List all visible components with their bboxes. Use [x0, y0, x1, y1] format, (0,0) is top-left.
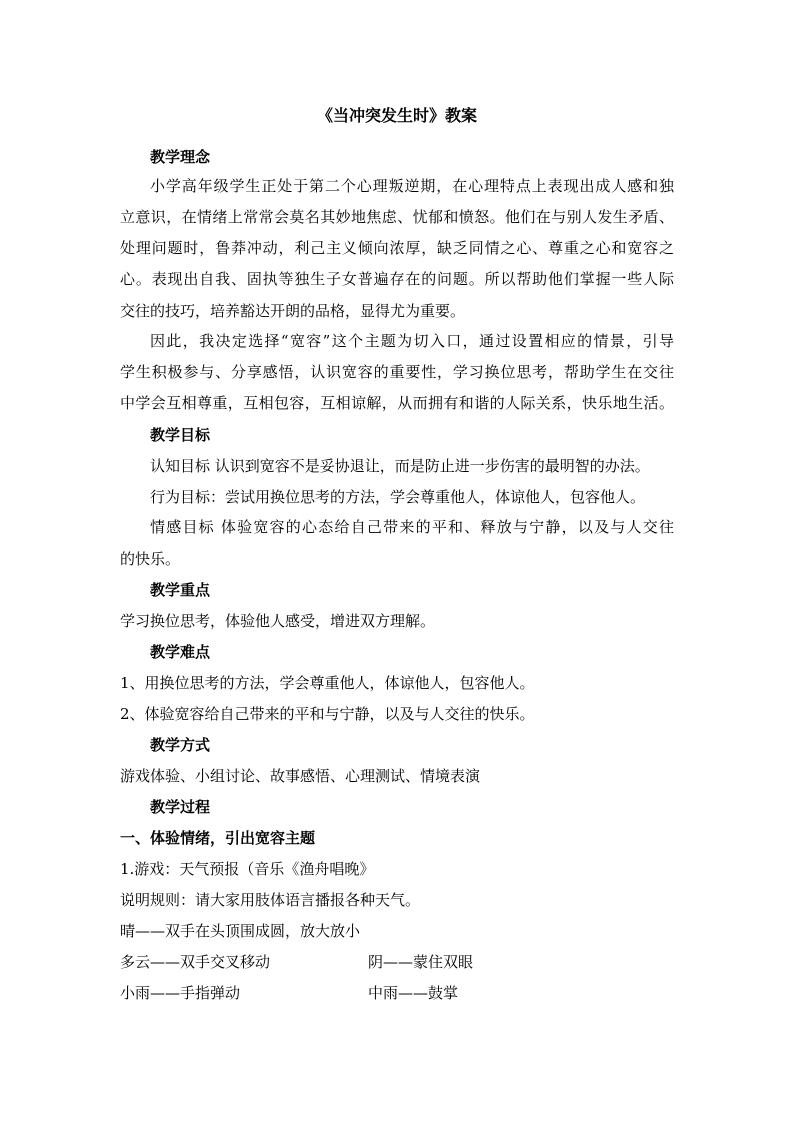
focus-text: 学习换位思考，体验他人感受，增进双方理解。	[120, 612, 436, 630]
philosophy-line-4: 心。表现出自我、固执等独生子女普遍存在的问题。所以帮助他们掌握一些人际	[120, 270, 674, 288]
heading-focus: 教学重点	[150, 581, 211, 599]
heading-philosophy: 教学理念	[150, 148, 211, 166]
heading-difficulty: 教学难点	[150, 643, 211, 661]
process-rule: 说明规则：请大家用肢体语言播报各种天气。	[120, 891, 421, 909]
weather-sunny: 晴——双手在头顶围成圆，放大放小	[120, 922, 361, 940]
weather-overcast: 阴——蒙住双眼	[368, 953, 474, 971]
philosophy-line-5: 交往的技巧，培养豁达开朗的品格，显得尤为重要。	[120, 302, 466, 320]
document-title: 《当冲突发生时》教案	[316, 106, 477, 125]
philosophy-line-3: 处理问题时，鲁莽冲动，利己主义倾向浓厚，缺乏同情之心、尊重之心和宽容之	[120, 239, 674, 257]
weather-light-rain: 小雨——手指弹动	[120, 984, 241, 1002]
philosophy-p2-line-1: 因此，我决定选择“宽容”这个主题为切入口，通过设置相应的情景，引导	[150, 332, 674, 350]
difficulty-item-2: 2、体验宽容给自己带来的平和与宁静，以及与人交往的快乐。	[120, 705, 535, 723]
philosophy-p2-line-2: 学生积极参与、分享感悟，认识宽容的重要性，学习换位思考，帮助学生在交往	[120, 363, 674, 381]
process-game: 1.游戏：天气预报（音乐《渔舟唱晚》	[120, 860, 375, 878]
difficulty-item-1: 1、用换位思考的方法，学会尊重他人，体谅他人，包容他人。	[120, 674, 535, 692]
goal-cognitive: 认知目标 认识到宽容不是妥协退让，而是防止进一步伤害的最明智的办法。	[150, 457, 650, 475]
heading-process: 教学过程	[150, 798, 211, 816]
philosophy-line-2: 立意识，在情绪上常常会莫名其妙地焦虑、忧郁和愤怒。他们在与别人发生矛盾、	[120, 208, 674, 226]
philosophy-p2-line-3: 中学会互相尊重，互相包容，互相谅解，从而拥有和谐的人际关系，快乐地生活。	[120, 394, 674, 412]
philosophy-line-1: 小学高年级学生正处于第二个心理叛逆期，在心理特点上表现出成人感和独	[150, 177, 674, 195]
weather-moderate-rain: 中雨——鼓掌	[368, 984, 459, 1002]
goal-emotion-line-1: 情感目标 体验宽容的心态给自己带来的平和、释放与宁静，以及与人交往	[150, 518, 674, 536]
goal-emotion-line-2: 的快乐。	[120, 550, 181, 568]
heading-method: 教学方式	[150, 736, 211, 754]
goal-behavior: 行为目标：尝试用换位思考的方法，学会尊重他人，体谅他人，包容他人。	[150, 488, 646, 506]
weather-cloudy: 多云——双手交叉移动	[120, 953, 271, 971]
method-text: 游戏体验、小组讨论、故事感悟、心理测试、情境表演	[120, 767, 481, 785]
process-subheading-1: 一、体验情绪，引出宽容主题	[120, 829, 316, 847]
heading-goals: 教学目标	[150, 426, 211, 444]
